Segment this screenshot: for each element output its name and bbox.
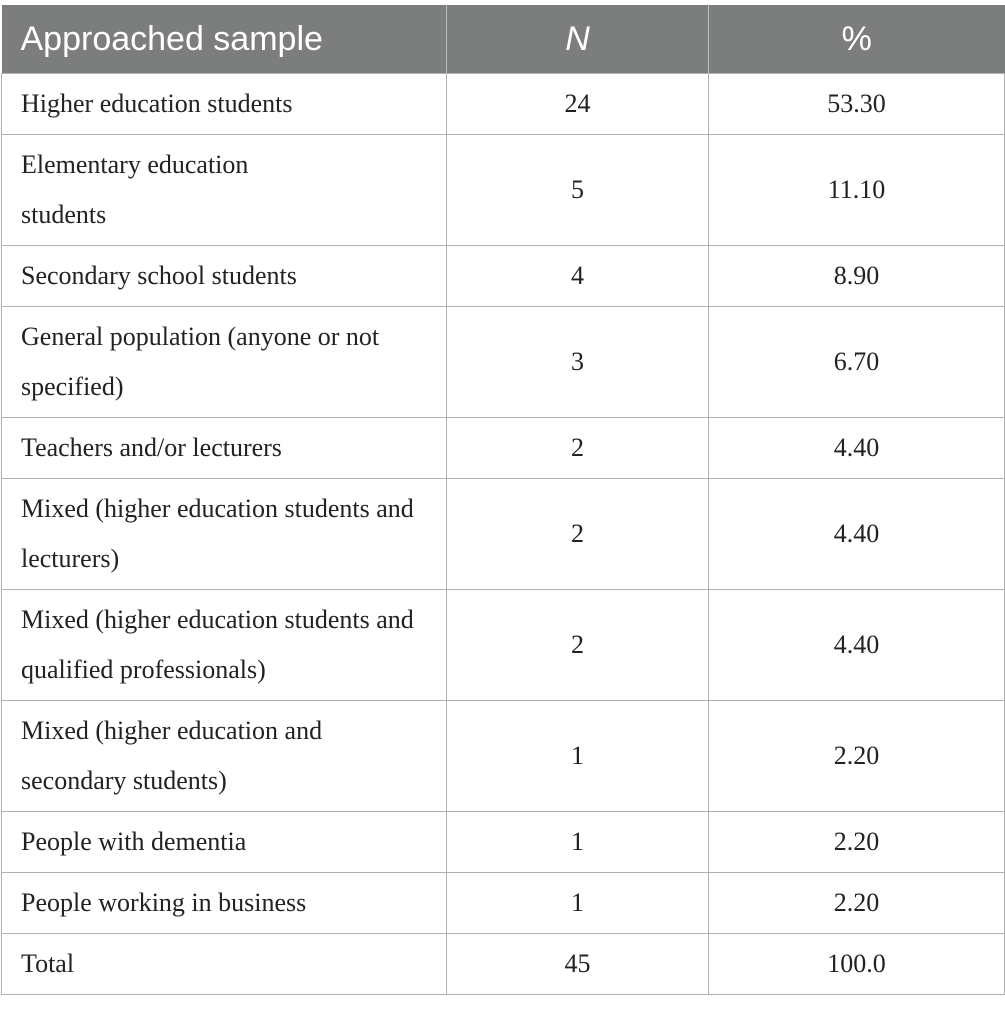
row-label: Mixed (higher education and secondary students): [2, 701, 447, 812]
total-percent: 100.0: [709, 934, 1005, 995]
row-label: Elementary education students: [2, 135, 447, 246]
row-label: Mixed (higher education students and lecturers): [2, 479, 447, 590]
row-percent: 2.20: [709, 812, 1005, 873]
row-n: 4: [447, 246, 709, 307]
table-row: [2, 873, 1005, 934]
header-percent: %: [841, 20, 872, 58]
row-percent: 6.70: [709, 307, 1005, 418]
table-row: [2, 74, 1005, 135]
row-label: Secondary school students: [2, 246, 447, 307]
approached-sample-table: [1, 5, 1005, 995]
row-percent: 2.20: [709, 873, 1005, 934]
row-n: 3: [447, 307, 709, 418]
row-n: 2: [447, 418, 709, 479]
row-percent: 11.10: [709, 135, 1005, 246]
table-row: [2, 812, 1005, 873]
table-row: [2, 246, 1005, 307]
row-n: 1: [447, 701, 709, 812]
row-label: Higher education students: [2, 74, 447, 135]
table-row: [2, 418, 1005, 479]
row-n: 2: [447, 479, 709, 590]
header-n: N: [447, 5, 709, 74]
row-percent: 8.90: [709, 246, 1005, 307]
row-percent: 4.40: [709, 418, 1005, 479]
total-n: 45: [447, 934, 709, 995]
total-row: [2, 934, 1005, 995]
table-row: [2, 135, 1005, 246]
row-label: People working in business: [2, 873, 447, 934]
table-row: [2, 479, 1005, 590]
table-row: [2, 701, 1005, 812]
header-row: [2, 5, 1005, 74]
row-label: Mixed (higher education students and qualified professionals): [2, 590, 447, 701]
header-approached-sample: Approached sample: [2, 5, 447, 74]
row-percent: 4.40: [709, 479, 1005, 590]
row-n: 24: [447, 74, 709, 135]
row-n: 1: [447, 873, 709, 934]
table-body: [2, 74, 1005, 995]
row-label: General population (anyone or not specified): [2, 307, 447, 418]
row-n: 1: [447, 812, 709, 873]
row-percent: 4.40: [709, 590, 1005, 701]
row-n: 2: [447, 590, 709, 701]
table-header: [2, 5, 1005, 74]
table-row: [2, 590, 1005, 701]
row-percent: 2.20: [709, 701, 1005, 812]
row-label: People with dementia: [2, 812, 447, 873]
table-row: [2, 307, 1005, 418]
row-percent: 53.30: [709, 74, 1005, 135]
total-label: Total: [2, 934, 447, 995]
row-label: Teachers and/or lecturers: [2, 418, 447, 479]
row-n: 5: [447, 135, 709, 246]
